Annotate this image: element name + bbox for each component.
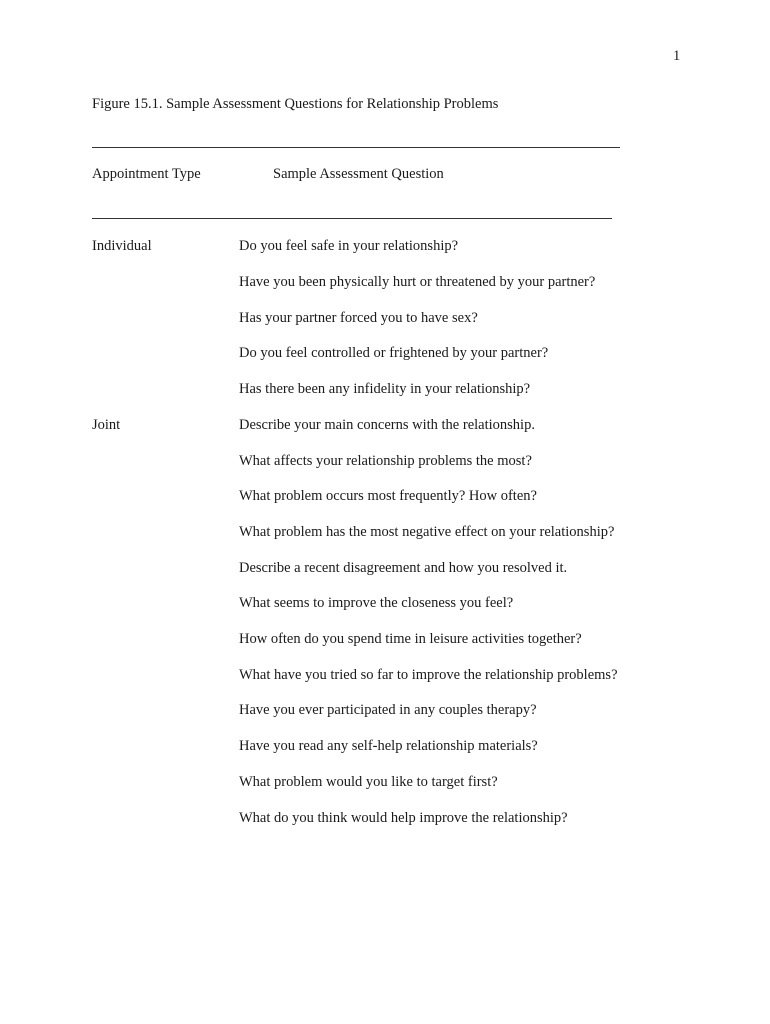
table-row	[0, 774, 770, 794]
question-cell: Has there been any infidelity in your relationship?	[239, 381, 531, 397]
table-row	[0, 595, 770, 615]
table-top-rule	[92, 147, 620, 148]
appointment-type-cell: Joint	[92, 417, 121, 433]
question-cell: Have you read any self-help relationship materials?	[239, 738, 538, 754]
question-cell: Describe a recent disagreement and how you resolved it.	[239, 560, 568, 576]
table-row	[0, 310, 770, 330]
question-cell: Do you feel controlled or frightened by your partner?	[239, 345, 549, 361]
question-cell: What seems to improve the closeness you feel?	[239, 595, 514, 611]
table-header-rule	[92, 218, 612, 219]
table-row	[0, 667, 770, 687]
question-cell: Have you been physically hurt or threatened by your partner?	[239, 274, 596, 290]
table-row	[0, 524, 770, 544]
question-cell: What problem occurs most frequently? How often?	[239, 488, 537, 504]
table-row	[0, 631, 770, 651]
question-cell: Have you ever participated in any couples therapy?	[239, 702, 537, 718]
question-cell: What affects your relationship problems the most?	[239, 453, 532, 469]
figure-title: Figure 15.1. Sample Assessment Questions for Relationship Problems	[92, 96, 499, 112]
question-cell: Do you feel safe in your relationship?	[239, 238, 459, 254]
table-row	[0, 417, 770, 437]
table-row	[0, 560, 770, 580]
question-cell: Describe your main concerns with the relationship.	[239, 417, 535, 433]
question-cell: How often do you spend time in leisure activities together?	[239, 631, 582, 647]
table-row	[0, 453, 770, 473]
question-cell: What problem would you like to target first?	[239, 774, 498, 790]
question-cell: What do you think would help improve the relationship?	[239, 810, 568, 826]
question-cell: What have you tried so far to improve the relationship problems?	[239, 667, 618, 683]
table-row	[0, 488, 770, 508]
appointment-type-cell: Individual	[92, 238, 152, 254]
table-row	[0, 238, 770, 258]
question-cell: Has your partner forced you to have sex?	[239, 310, 478, 326]
page-number: 1	[673, 48, 681, 64]
table-row	[0, 738, 770, 758]
table-row	[0, 702, 770, 722]
table-row	[0, 381, 770, 401]
column-header-appointment-type: Appointment Type	[92, 166, 201, 182]
table-row	[0, 274, 770, 294]
column-header-sample-question: Sample Assessment Question	[273, 166, 444, 182]
question-cell: What problem has the most negative effect on your relationship?	[239, 524, 615, 540]
table-row	[0, 345, 770, 365]
table-row	[0, 810, 770, 830]
